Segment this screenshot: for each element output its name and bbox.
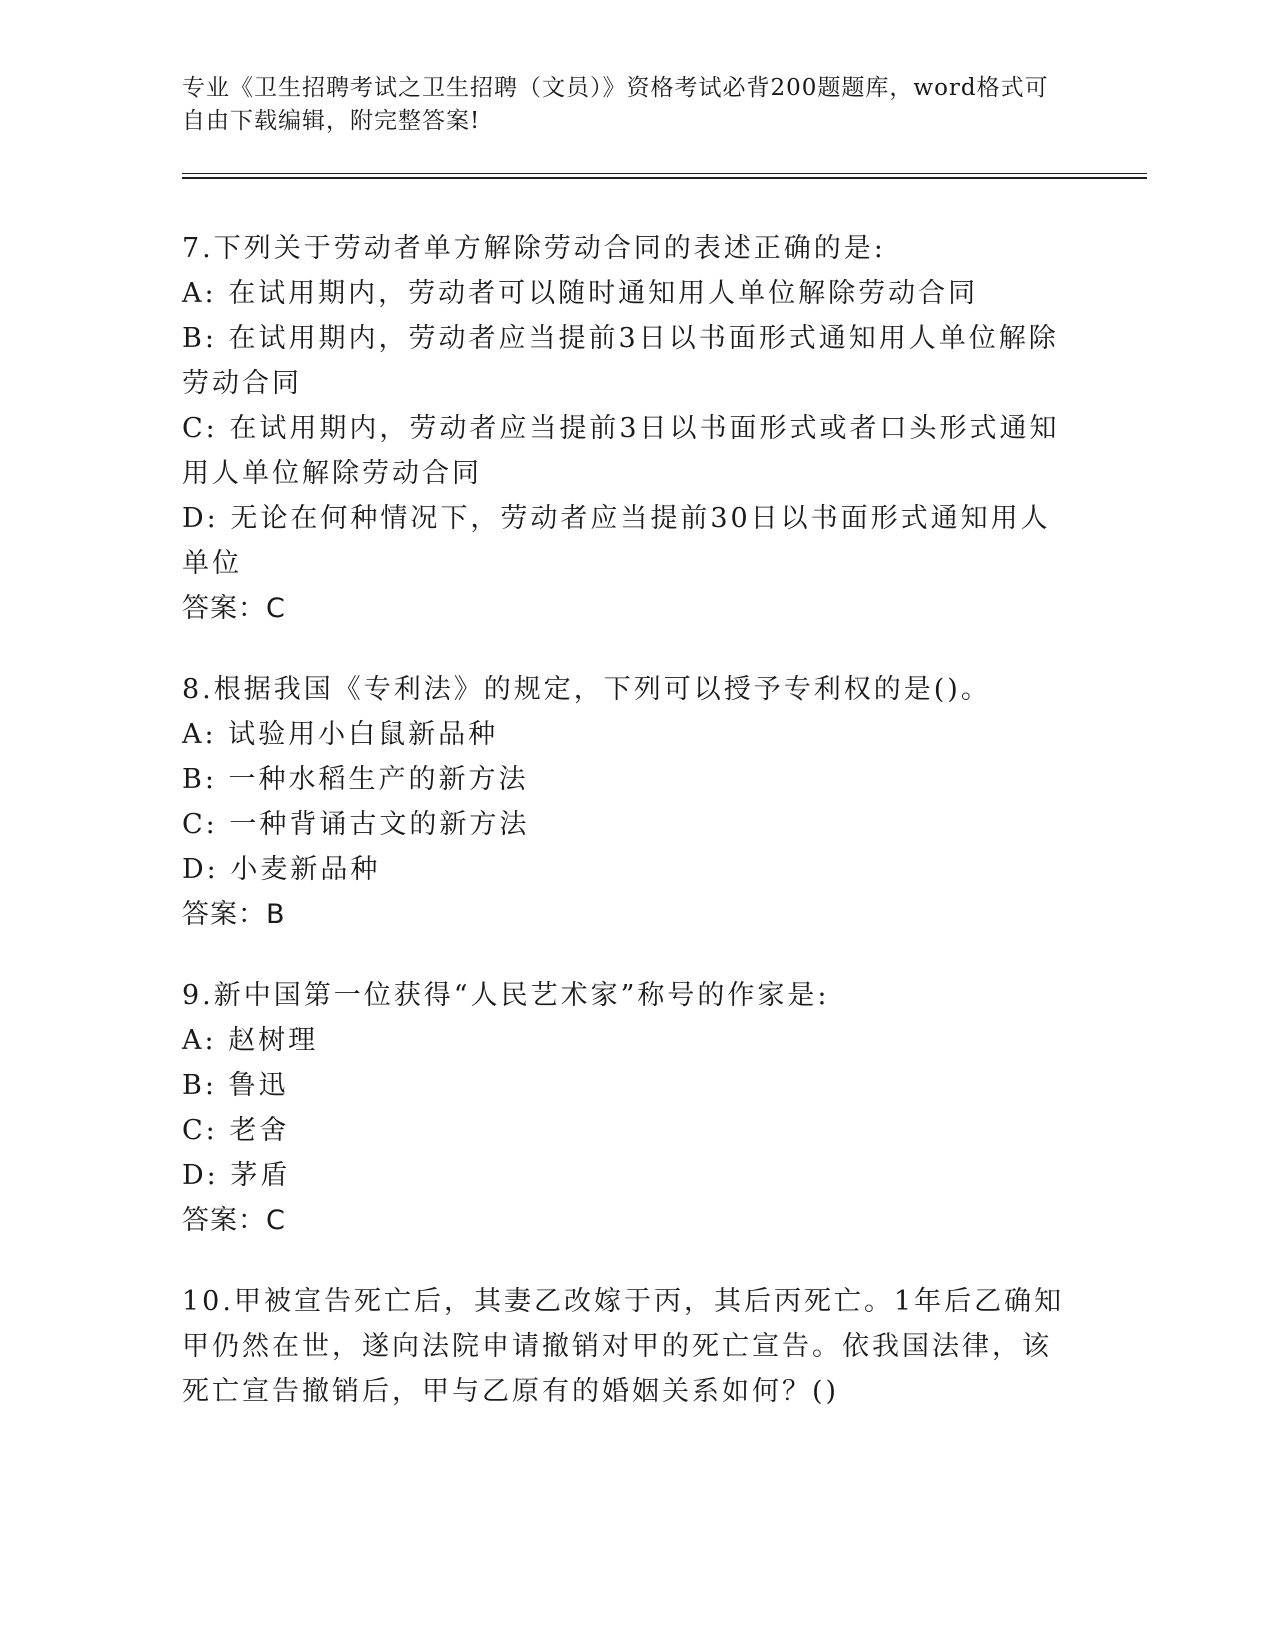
question-item bbox=[182, 667, 1072, 937]
option-d: D: 茅盾 bbox=[182, 1160, 291, 1191]
option-a: A: 在试用期内，劳动者可以随时通知用人单位解除劳动合同 bbox=[182, 278, 979, 309]
option-c: C: 在试用期内，劳动者应当提前3日以书面形式或者口头形式通知用人单位解除劳动合同 bbox=[182, 413, 1060, 489]
question-stem: 8.根据我国《专利法》的规定，下列可以授予专利权的是()。 bbox=[182, 674, 991, 705]
option-b: B: 在试用期内，劳动者应当提前3日以书面形式通知用人单位解除劳动合同 bbox=[182, 323, 1059, 399]
option-c: C: 一种背诵古文的新方法 bbox=[182, 809, 530, 840]
answer-label: 答案：B bbox=[182, 899, 286, 930]
document-header: 专业《卫生招聘考试之卫生招聘（文员）》资格考试必背200题题库，word格式可自由下载编辑，附完整答案! bbox=[182, 75, 1049, 134]
option-a: A: 试验用小白鼠新品种 bbox=[182, 719, 499, 750]
option-c: C: 老舍 bbox=[182, 1115, 290, 1146]
option-d: D: 小麦新品种 bbox=[182, 854, 381, 885]
answer-label: 答案：C bbox=[182, 593, 286, 624]
question-stem: 7.下列关于劳动者单方解除劳动合同的表述正确的是: bbox=[182, 233, 886, 264]
option-a: A: 赵树理 bbox=[182, 1025, 319, 1056]
question-list bbox=[182, 226, 1072, 1450]
option-d: D: 无论在何种情况下，劳动者应当提前30日以书面形式通知用人单位 bbox=[182, 503, 1051, 579]
answer-label: 答案：C bbox=[182, 1205, 286, 1236]
question-stem: 10.甲被宣告死亡后，其妻乙改嫁于丙，其后丙死亡。1年后乙确知甲仍然在世，遂向法院申请撤销对甲的死亡宣告。依我国法律，该死亡宣告撤销后，甲与乙原有的婚姻关系如何？() bbox=[182, 1286, 1065, 1407]
question-stem: 9.新中国第一位获得“人民艺术家”称号的作家是: bbox=[182, 980, 830, 1011]
question-item bbox=[182, 226, 1072, 631]
question-item bbox=[182, 1279, 1072, 1414]
question-item bbox=[182, 973, 1072, 1243]
option-b: B: 鲁迅 bbox=[182, 1070, 289, 1101]
header-divider bbox=[182, 173, 1147, 179]
option-b: B: 一种水稻生产的新方法 bbox=[182, 764, 529, 795]
